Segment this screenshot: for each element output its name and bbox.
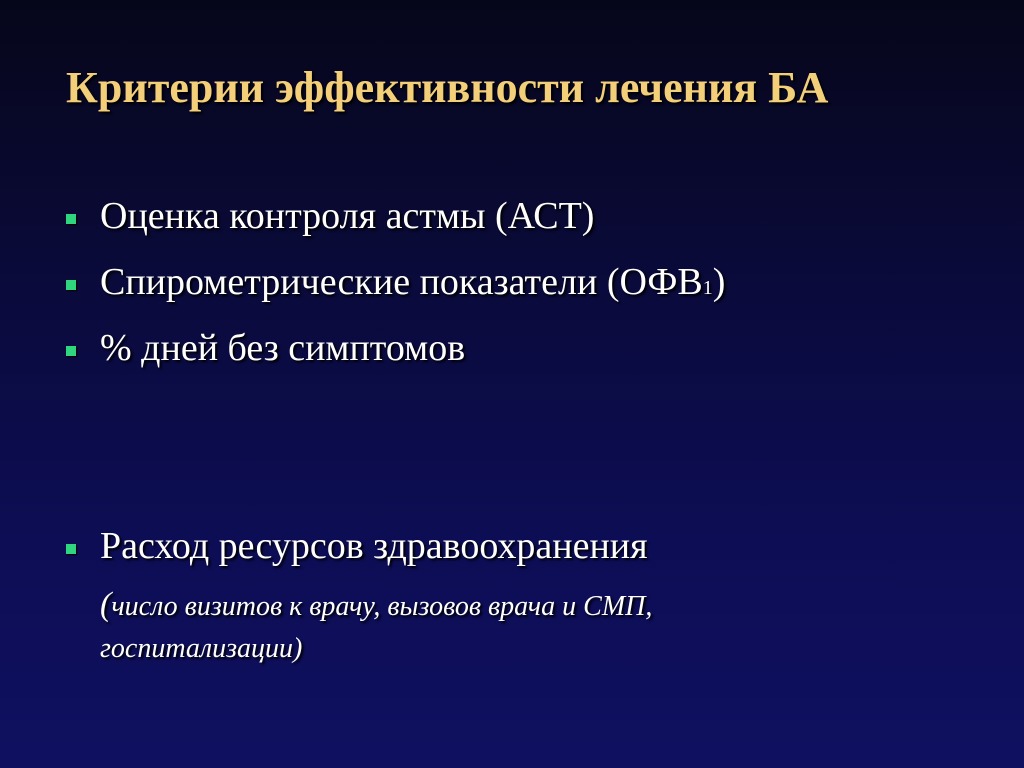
- slide-title: Критерии эффективности лечения БА: [66, 63, 829, 112]
- note-line-2: госпитализации): [100, 633, 303, 664]
- bullet-text: Расход ресурсов здравоохранения: [100, 525, 648, 567]
- healthcare-resources-note: [100, 584, 900, 670]
- bullet-item-spirometry: [66, 258, 725, 312]
- bullet-item-act: [66, 192, 594, 240]
- square-bullet-icon: [66, 280, 76, 290]
- square-bullet-icon: [66, 544, 76, 554]
- square-bullet-icon: [66, 346, 76, 356]
- note-line-1-text: число визитов к врачу, вызовов врача и СМП,: [111, 591, 653, 622]
- note-line-1: [100, 584, 900, 628]
- square-bullet-icon: [66, 214, 76, 224]
- bullet-text: % дней без симптомов: [100, 327, 466, 369]
- bullet-item-healthcare-resources: [66, 522, 648, 570]
- bullet-item-symptom-free-days: [66, 324, 465, 372]
- note-open-paren: (: [100, 586, 112, 623]
- bullet-text: [100, 258, 725, 312]
- bullet-text-close: ): [712, 261, 726, 303]
- bullet-text-main: Спирометрические показатели (ОФВ: [100, 261, 703, 303]
- bullet-text: Оценка контроля астмы (АСТ): [100, 195, 595, 237]
- bullet-subscript: 1: [702, 277, 713, 299]
